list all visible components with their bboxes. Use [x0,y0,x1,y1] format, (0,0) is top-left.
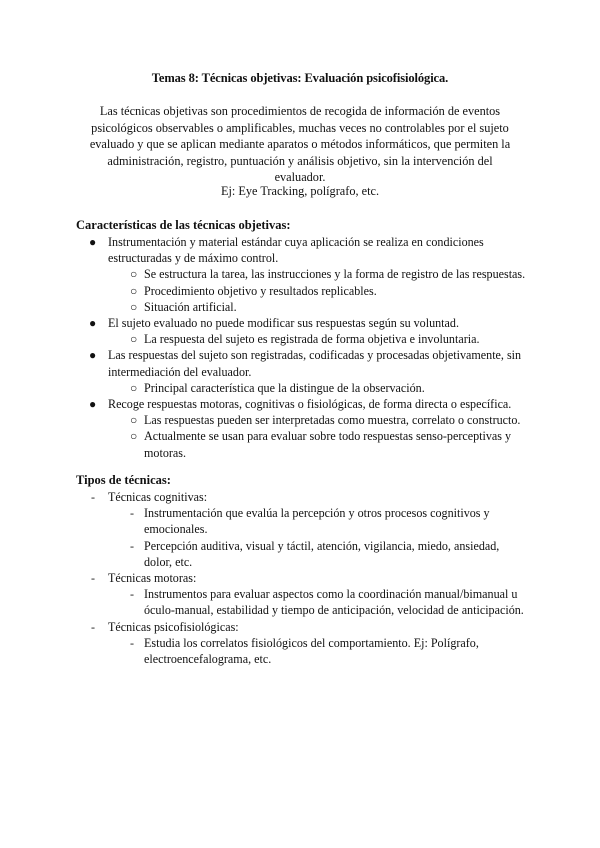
circle-bullet-icon: ○ [130,380,138,395]
intro-line: evaluado y que se aplican mediante aparatos o métodos informáticos, que permiten la [89,137,511,152]
circle-bullet-icon: ○ [130,332,138,347]
sub-item-text: Percepción auditiva, visual y táctil, atención, vigilancia, miedo, ansiedad, [144,538,500,553]
sub-item-text: dolor, etc. [144,554,193,569]
page-title: Temas 8: Técnicas objetivas: Evaluación psicofisiológica. [151,71,449,85]
circle-bullet-icon: ○ [130,299,138,314]
intro-paragraph [84,103,516,186]
list-item-text: intermediación del evaluador. [108,364,252,379]
sub-item-text: Actualmente se usan para evaluar sobre todo respuestas senso-perceptivas y [144,429,512,444]
sub-item-text: La respuesta del sujeto es registrada de forma objetiva e involuntaria. [144,332,480,347]
sub-item-text: Principal característica que la distingue de la observación. [144,380,425,395]
circle-bullet-icon: ○ [130,283,138,298]
dash-bullet-icon: - [130,538,134,553]
dash-bullet-icon: - [91,571,95,585]
sub-item-text: Las respuestas pueden ser interpretadas como muestra, correlato o constructo. [144,413,521,428]
bullet-icon: ● [89,348,97,363]
sub-item-text: emocionales. [144,522,208,537]
list-item-text: Técnicas psicofisiológicas: [108,619,239,634]
intro-line: psicológicos observables o amplificables, muchas veces no controlables por el sujeto [91,120,509,135]
list-item-text: estructuradas y de máximo control. [108,251,279,266]
bullet-icon: ● [89,235,97,249]
list-item-text: Técnicas cognitivas: [108,490,208,504]
circle-bullet-icon: ○ [130,413,138,428]
dash-bullet-icon: - [91,490,95,504]
list-item-text: El sujeto evaluado no puede modificar sus respuestas según su voluntad. [108,316,459,330]
example-line: Ej: Eye Tracking, polígrafo, etc. [220,184,380,198]
dash-bullet-icon: - [91,619,95,634]
sub-item-text: Estudia los correlatos fisiológicos del comportamiento. Ej: Polígrafo, [144,635,479,650]
bullet-icon: ● [89,316,97,330]
section-heading-characteristics: Características de las técnicas objetivas: [76,218,291,232]
list-item-text: Instrumentación y material estándar cuya aplicación se realiza en condiciones [108,235,484,249]
sub-item-text: Procedimiento objetivo y resultados replicables. [144,283,377,298]
dash-bullet-icon: - [130,506,134,521]
list-item-text: Las respuestas del sujeto son registradas, codificadas y procesadas objetivamente, sin [108,348,522,363]
sub-item-text: Instrumentos para evaluar aspectos como la coordinación manual/bimanual u [144,587,518,602]
circle-bullet-icon: ○ [130,267,138,282]
dash-bullet-icon: - [130,635,134,650]
section-heading-types: Tipos de técnicas: [76,473,171,487]
intro-line: administración, registro, puntuación y análisis objetivo, sin la intervención del evaluador. [107,153,493,185]
sub-item-text: Situación artificial. [144,299,237,314]
dash-bullet-icon: - [130,587,134,602]
intro-line: Las técnicas objetivas son procedimientos de recogida de información de eventos [99,104,501,118]
sub-item-text: óculo-manual, estabilidad y tiempo de anticipación, velocidad de anticipación. [144,603,524,618]
list-item-text: Recoge respuestas motoras, cognitivas o fisiológicas, de forma directa o específica. [108,397,512,411]
sub-item-text: Instrumentación que evalúa la percepción y otros procesos cognitivos y [144,506,490,521]
sub-item-text: motoras. [144,445,186,460]
circle-bullet-icon: ○ [130,429,138,444]
sub-item-text: Se estructura la tarea, las instrucciones y la forma de registro de las respuestas. [144,267,526,282]
sub-item-text: electroencefalograma, etc. [144,652,272,666]
bullet-icon: ● [89,397,97,411]
list-item-text: Técnicas motoras: [108,571,197,585]
